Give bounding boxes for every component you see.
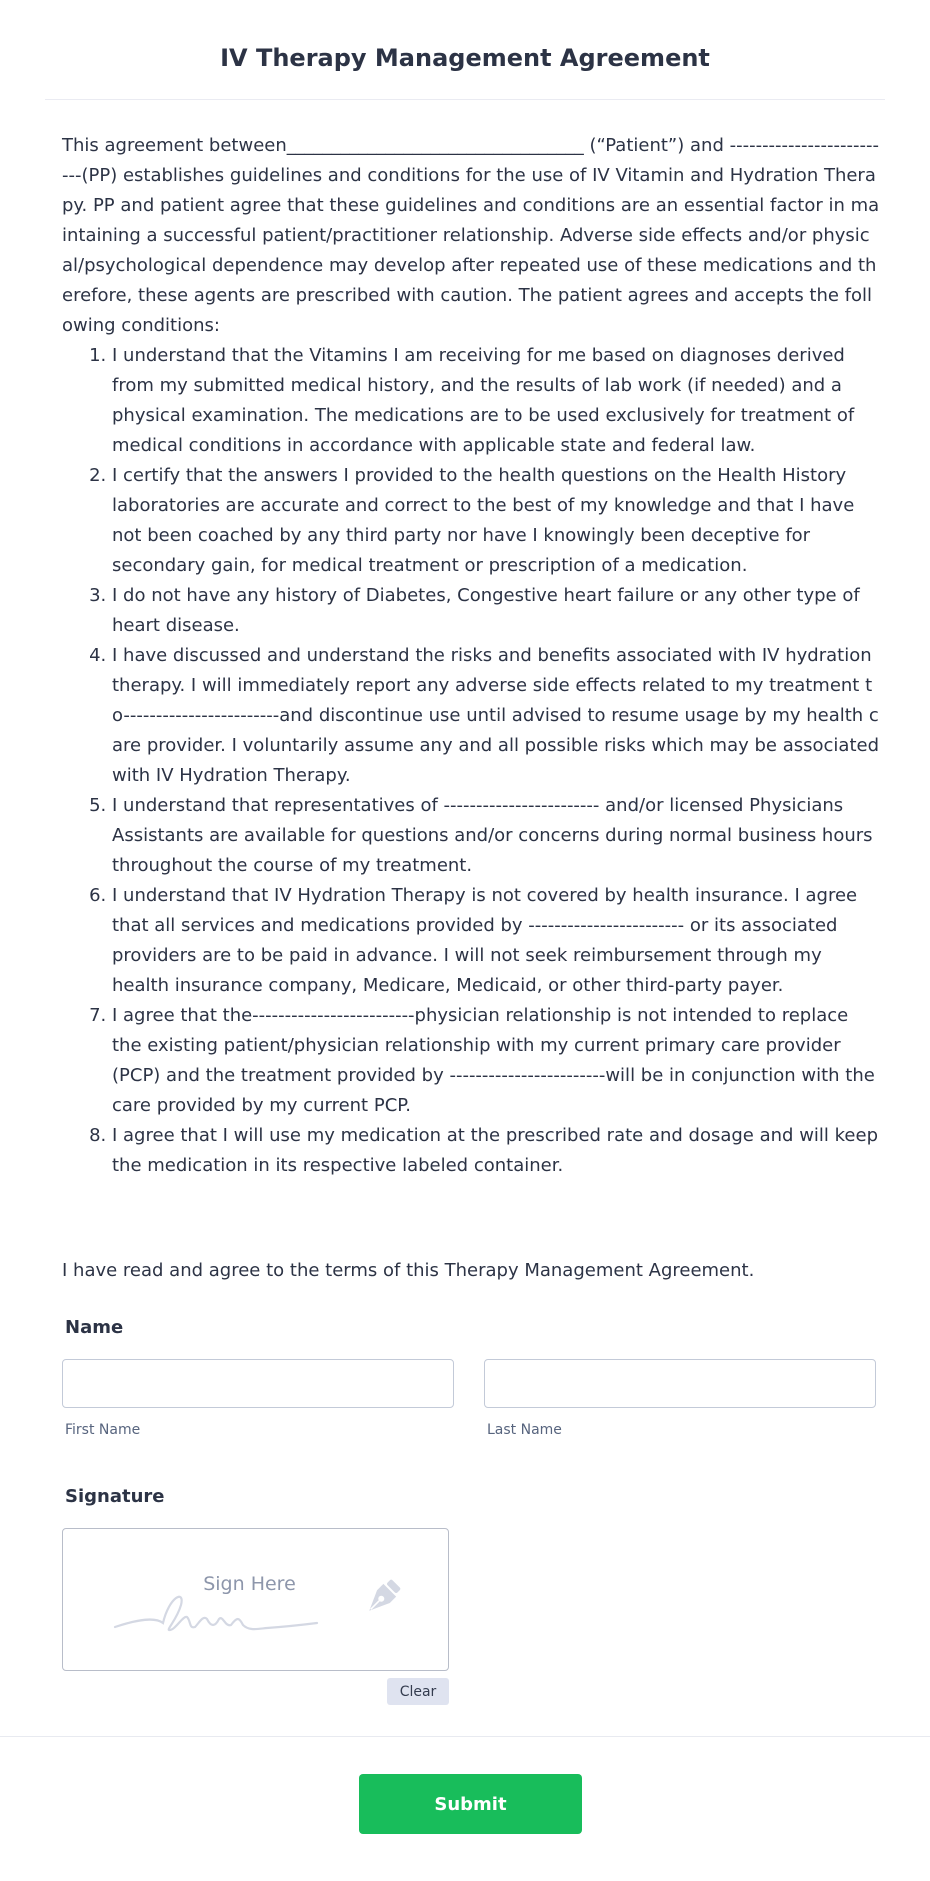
name-label: Name <box>65 1317 124 1338</box>
clear-signature-button[interactable]: Clear <box>387 1678 449 1705</box>
agreement-terms <box>62 131 880 1181</box>
condition-item: 1. I understand that the Vitamins I am receiving for me based on diagnoses derived from my submitted medical history, and the results of lab work (if needed) and a physical examination. The medications are to be used exclusively for treatment of medical conditions in accordance with applicable state and federal law. <box>112 341 880 461</box>
condition-item: 5. I understand that representatives of ------------------------ and/or licensed Physicians Assistants are available for questions and/or concerns during normal business hours throughout the course of my treatment. <box>112 791 880 881</box>
footer-divider <box>0 1736 930 1737</box>
last-name-input[interactable] <box>484 1359 876 1408</box>
condition-item: 3. I do not have any history of Diabetes, Congestive heart failure or any other type of heart disease. <box>112 581 880 641</box>
condition-item: 6. I understand that IV Hydration Therapy is not covered by health insurance. I agree that all services and medications provided by ------------------------ or its associated providers are to be paid in advance. I will not seek reimbursement through my health insurance company, Medicare, Medicaid, or other third-party payer. <box>112 881 880 1001</box>
condition-item: 8. I agree that I will use my medication at the prescribed rate and dosage and will keep the medication in its respective labeled container. <box>112 1121 880 1181</box>
condition-item: 4. I have discussed and understand the risks and benefits associated with IV hydration therapy. I will immediately report any adverse side effects related to my treatment to------------------------and discontinue use until advised to resume usage by my health care provider. I voluntarily assume any and all possible risks which may be associated with IV Hydration Therapy. <box>112 641 880 791</box>
first-name-input[interactable] <box>62 1359 454 1408</box>
last-name-sublabel: Last Name <box>487 1422 562 1438</box>
form-title: IV Therapy Management Agreement <box>220 44 710 72</box>
first-name-sublabel: First Name <box>65 1422 141 1438</box>
agreement-intro: This agreement between_________________________________ (“Patient”) and --------------------------(PP) establishes guidelines and conditions for the use of IV Vitamin and Hydration Therapy. PP and patient agree that these guidelines and conditions are an essential factor in maintaining a successful patient/practitioner relationship. Adverse side effects and/or physical/psychological dependence may develop after repeated use of these medications and therefore, these agents are prescribed with caution. The patient agrees and accepts the following conditions: <box>62 135 880 336</box>
condition-item: 7. I agree that the-------------------------physician relationship is not intended to replace the existing patient/physician relationship with my current primary care provider (PCP) and the treatment provided by ------------------------will be in conjunction with the care provided by my current PCP. <box>112 1001 880 1121</box>
pen-nib-icon <box>360 1576 404 1620</box>
condition-item: 2. I certify that the answers I provided to the health questions on the Health History laboratories are accurate and correct to the best of my knowledge and that I have not been coached by any third party nor have I knowingly been deceptive for secondary gain, for medical treatment or prescription of a medication. <box>112 461 880 581</box>
conditions-list <box>62 341 880 1181</box>
form-header <box>45 28 885 100</box>
agreement-statement: I have read and agree to the terms of this Therapy Management Agreement. <box>62 1260 755 1281</box>
submit-button[interactable]: Submit <box>359 1774 582 1834</box>
sign-here-placeholder: Sign Here <box>203 1573 296 1595</box>
signature-label: Signature <box>65 1486 165 1507</box>
signature-pad[interactable] <box>62 1528 449 1671</box>
